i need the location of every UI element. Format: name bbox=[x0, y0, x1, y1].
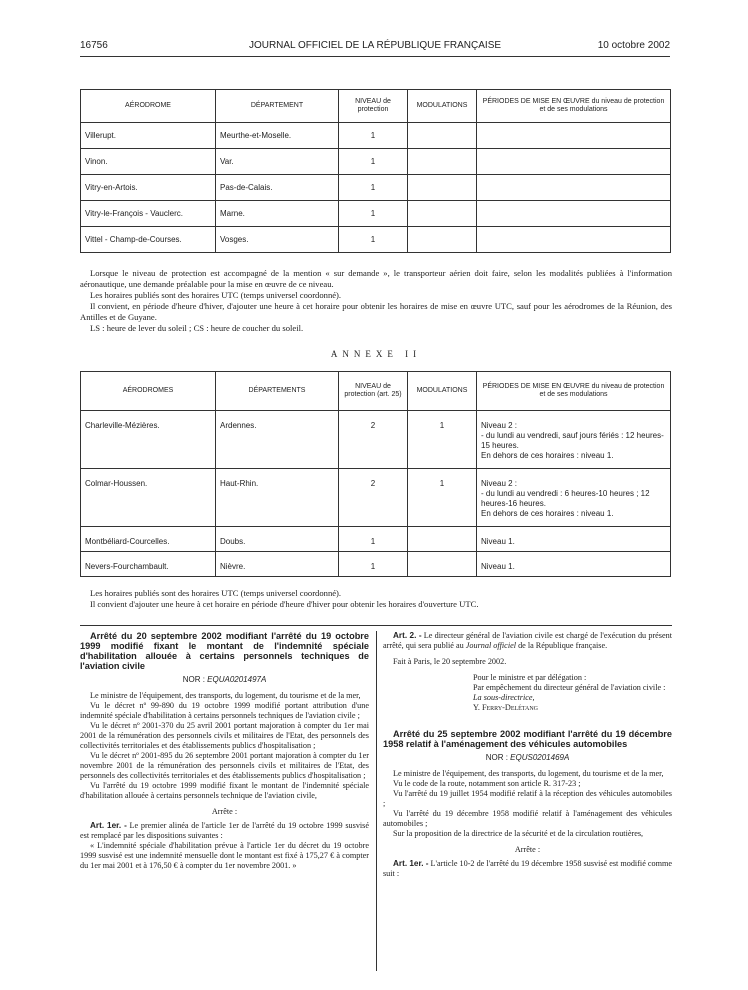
journal-reference: Journal officiel bbox=[465, 641, 517, 650]
note-paragraph: Lorsque le niveau de protection est accompagné de la mention « sur demande », le transporteur aérien doit faire, selon les modalités publiées à l'information aéronautique, une demande préalable pour la mise en œuvre de ce niveau. bbox=[80, 268, 672, 289]
page-header bbox=[80, 40, 670, 54]
column-header: MODULATIONS bbox=[408, 372, 477, 411]
departement-cell: Haut-Rhin. bbox=[216, 469, 339, 527]
table-row bbox=[81, 411, 671, 469]
arrete-1-signature-block bbox=[383, 673, 672, 713]
note-paragraph: Les horaires publiés sont des horaires UTC (temps universel coordonné). bbox=[90, 588, 342, 598]
niveau-cell: 1 bbox=[339, 227, 408, 253]
modulations-cell bbox=[408, 227, 477, 253]
table-row bbox=[81, 527, 671, 552]
periode-line: - du lundi au vendredi, sauf jours fériés : 12 heures-15 heures. bbox=[481, 431, 664, 450]
departement-cell: Nièvre. bbox=[216, 552, 339, 577]
periodes-cell bbox=[477, 411, 671, 469]
article-text: Le premier alinéa de l'article 1er de l'arrêté du 19 octobre 1999 susvisé est remplacé par les dispositions suivantes : bbox=[80, 821, 370, 840]
niveau-cell: 1 bbox=[339, 175, 408, 201]
aerodrome-cell: Charleville-Mézières. bbox=[81, 411, 216, 469]
departement-cell: Marne. bbox=[216, 201, 339, 227]
aerodrome-table-1 bbox=[80, 89, 671, 253]
arrete-1-paragraph: Vu le décret nº 2001-895 du 26 septembre 2001 portant majoration à compter du 1er novembre 2001 de la rémunération des personnels civils et militaires de l'Etat, des personnels des collectivités territoriales et des établissements publics d'hospitalisation ; bbox=[80, 751, 369, 780]
aerodrome-cell: Montbéliard-Courcelles. bbox=[81, 527, 216, 552]
article-text: L'article 10-2 de l'arrêté du 19 décembre 1958 susvisé est modifié comme suit : bbox=[383, 859, 672, 878]
column-header: DÉPARTEMENTS bbox=[216, 372, 339, 411]
article-label: Art. 1er. - bbox=[90, 821, 127, 830]
nor-code: EQUA0201497A bbox=[207, 675, 267, 684]
periodes-cell bbox=[477, 201, 671, 227]
article-label: Art. 2. - bbox=[393, 631, 422, 640]
table-row bbox=[81, 149, 671, 175]
column-header: NIVEAU de protection (art. 25) bbox=[339, 372, 408, 411]
departement-cell: Pas-de-Calais. bbox=[216, 175, 339, 201]
periode-line: - du lundi au vendredi : 6 heures-10 heures ; 12 heures-16 heures. bbox=[481, 489, 650, 508]
modulations-cell: 1 bbox=[408, 469, 477, 527]
note-paragraph: Il convient, en période d'heure d'hiver, d'ajouter une heure à cet horaire pour obtenir les horaires de mise en œuvre UTC, sauf pour les aérodromes de la Réunion, des Antilles et de Guyane. bbox=[80, 301, 672, 322]
header-rule bbox=[80, 56, 670, 57]
periode-line: En dehors de ces horaires : niveau 1. bbox=[481, 451, 614, 460]
table-row bbox=[81, 123, 671, 149]
periode-line: Niveau 1. bbox=[481, 537, 515, 546]
arrete-2-art1 bbox=[383, 859, 672, 879]
column-header: NIVEAU de protection bbox=[339, 90, 408, 123]
arrete-1-art1-quote: « L'indemnité spéciale d'habilitation prévue à l'article 1er du décret du 19 octobre 1999 susvisé est une indemnité mensuelle dont le montant est fixé à 175,27 € à compter du 1er mai 2001 et à 176,50 € à compter du 1er novembre 2001. » bbox=[80, 841, 369, 870]
arrete-1-art1 bbox=[80, 821, 369, 841]
note-paragraph: Les horaires publiés sont des horaires UTC (temps universel coordonné). bbox=[90, 290, 342, 300]
signature-title: La sous-directrice, bbox=[473, 693, 535, 702]
table2-notes bbox=[80, 588, 672, 610]
table-row bbox=[81, 175, 671, 201]
niveau-cell: 1 bbox=[339, 149, 408, 175]
periodes-cell bbox=[477, 469, 671, 527]
column-header: MODULATIONS bbox=[408, 90, 477, 123]
aerodrome-cell: Villerupt. bbox=[81, 123, 216, 149]
annexe-title: ANNEXE II bbox=[330, 349, 422, 359]
arrete-2-paragraph: Vu l'arrêté du 19 juillet 1954 modifié relatif à la réception des véhicules automobiles ; bbox=[383, 789, 672, 808]
departement-cell: Vosges. bbox=[216, 227, 339, 253]
arrete-2-paragraph: Le ministre de l'équipement, des transports, du logement, du tourisme et de la mer, bbox=[393, 769, 664, 778]
table-header-row bbox=[81, 372, 671, 411]
issue-date: 10 octobre 2002 bbox=[597, 40, 670, 51]
arrete-1-title: Arrêté du 20 septembre 2002 modifiant l'arrêté du 19 octobre 1999 modifié fixant le montant de l'indemnité spéciale d'habilitation allouée à certains personnels techniques de l'aviation civile bbox=[80, 631, 369, 671]
table-row bbox=[81, 552, 671, 577]
arrete-1-paragraph: Vu le décret nº 2001-370 du 25 avril 2001 portant majoration à compter du 1er mai 2001 de la rémunération des personnels civils et militaires de l'Etat, des personnels des collectivités territoriales et des établissements publics d'hospitalisation ; bbox=[80, 721, 369, 750]
modulations-cell bbox=[408, 552, 477, 577]
table1-notes bbox=[80, 268, 672, 334]
arrete-1-paragraph: Le ministre de l'équipement, des transports, du logement, du tourisme et de la mer, bbox=[90, 691, 361, 700]
arrete-1-arrete-word: Arrête : bbox=[211, 807, 238, 816]
aerodrome-cell: Nevers-Fourchambault. bbox=[81, 552, 216, 577]
modulations-cell: 1 bbox=[408, 411, 477, 469]
periode-line: En dehors de ces horaires : niveau 1. bbox=[481, 509, 614, 518]
modulations-cell bbox=[408, 201, 477, 227]
column-header: DÉPARTEMENT bbox=[216, 90, 339, 123]
periodes-cell bbox=[477, 149, 671, 175]
niveau-cell: 1 bbox=[339, 527, 408, 552]
column-header: AÉRODROMES bbox=[81, 372, 216, 411]
modulations-cell bbox=[408, 123, 477, 149]
column-header: PÉRIODES DE MISE EN ŒUVRE du niveau de protection et de ses modulations bbox=[477, 372, 671, 411]
arrete-2-paragraph: Vu le code de la route, notamment son article R. 317-23 ; bbox=[393, 779, 581, 788]
signature-line: Pour le ministre et par délégation : bbox=[473, 673, 587, 682]
aerodrome-cell: Vinon. bbox=[81, 149, 216, 175]
periodes-cell bbox=[477, 123, 671, 149]
periode-line: Niveau 2 : bbox=[481, 421, 518, 430]
page-number: 16756 bbox=[80, 40, 108, 51]
niveau-cell: 2 bbox=[339, 411, 408, 469]
niveau-cell: 1 bbox=[339, 552, 408, 577]
arrete-2-title: Arrêté du 25 septembre 2002 modifiant l'arrêté du 19 décembre 1958 relatif à l'aménagement des véhicules automobiles bbox=[383, 729, 672, 749]
departement-cell: Ardennes. bbox=[216, 411, 339, 469]
column-divider bbox=[376, 631, 377, 971]
right-column bbox=[383, 631, 672, 879]
left-column bbox=[80, 631, 369, 871]
arrete-1-nor bbox=[80, 675, 369, 685]
modulations-cell bbox=[408, 149, 477, 175]
arrete-2-paragraph: Vu l'arrêté du 19 décembre 1958 modifié relatif à l'aménagement des véhicules automobiles ; bbox=[383, 809, 672, 828]
aerodrome-cell: Colmar-Houssen. bbox=[81, 469, 216, 527]
niveau-cell: 2 bbox=[339, 469, 408, 527]
modulations-cell bbox=[408, 527, 477, 552]
modulations-cell bbox=[408, 175, 477, 201]
periode-line: Niveau 1. bbox=[481, 562, 515, 571]
periodes-cell bbox=[477, 527, 671, 552]
periode-line: Niveau 2 : bbox=[481, 479, 518, 488]
aerodrome-cell: Vitry-le-François - Vauclerc. bbox=[81, 201, 216, 227]
arrete-2-nor bbox=[383, 753, 672, 763]
table-row bbox=[81, 201, 671, 227]
periodes-cell bbox=[477, 552, 671, 577]
table-row bbox=[81, 469, 671, 527]
niveau-cell: 1 bbox=[339, 201, 408, 227]
column-header: AÉRODROME bbox=[81, 90, 216, 123]
section-rule bbox=[80, 625, 672, 626]
table-header-row bbox=[81, 90, 671, 123]
signatory-name: Y. Ferry-Delétang bbox=[473, 703, 538, 712]
aerodrome-cell: Vittel - Champ-de-Courses. bbox=[81, 227, 216, 253]
periodes-cell bbox=[477, 175, 671, 201]
departement-cell: Var. bbox=[216, 149, 339, 175]
periodes-cell bbox=[477, 227, 671, 253]
note-paragraph: LS : heure de lever du soleil ; CS : heure de coucher du soleil. bbox=[90, 323, 304, 333]
journal-title: JOURNAL OFFICIEL DE LA RÉPUBLIQUE FRANÇAISE bbox=[248, 40, 502, 51]
article-label: Art. 1er. - bbox=[393, 859, 429, 868]
arrete-2-arrete-word: Arrête : bbox=[514, 845, 541, 854]
arrete-1-paragraph: Vu le décret nº 99-890 du 19 octobre 1999 modifié portant attribution d'une indemnité spéciale d'habilitation à certains personnels techniques de l'aviation civile ; bbox=[80, 701, 369, 720]
niveau-cell: 1 bbox=[339, 123, 408, 149]
table-row bbox=[81, 227, 671, 253]
column-header: PÉRIODES DE MISE EN ŒUVRE du niveau de protection et de ses modulations bbox=[477, 90, 671, 123]
article-text: de la République française. bbox=[518, 641, 608, 650]
arrete-2-paragraph: Sur la proposition de la directrice de la sécurité et de la circulation routières, bbox=[393, 829, 644, 838]
arrete-1-done: Fait à Paris, le 20 septembre 2002. bbox=[393, 657, 507, 666]
arrete-1-art2 bbox=[383, 631, 672, 651]
departement-cell: Doubs. bbox=[216, 527, 339, 552]
departement-cell: Meurthe-et-Moselle. bbox=[216, 123, 339, 149]
note-paragraph: Il convient d'ajouter une heure à cet horaire en période d'heure d'hiver pour obtenir les horaires d'ouverture UTC. bbox=[90, 599, 479, 609]
nor-code: EQUS0201469A bbox=[510, 753, 570, 762]
arrete-1-paragraph: Vu l'arrêté du 19 octobre 1999 modifié fixant le montant de l'indemnité spéciale d'habilitation allouée à certains personnels technique de l'aviation civile, bbox=[80, 781, 369, 800]
aerodrome-table-2 bbox=[80, 371, 671, 577]
nor-label: NOR : bbox=[485, 753, 508, 762]
signature-line: Par empêchement du directeur général de l'aviation civile : bbox=[473, 683, 666, 692]
article-text: Le directeur général de l'aviation civile est chargé de l'exécution du présent arrêté, qui sera publié au bbox=[383, 631, 672, 650]
nor-label: NOR : bbox=[182, 675, 205, 684]
aerodrome-cell: Vitry-en-Artois. bbox=[81, 175, 216, 201]
